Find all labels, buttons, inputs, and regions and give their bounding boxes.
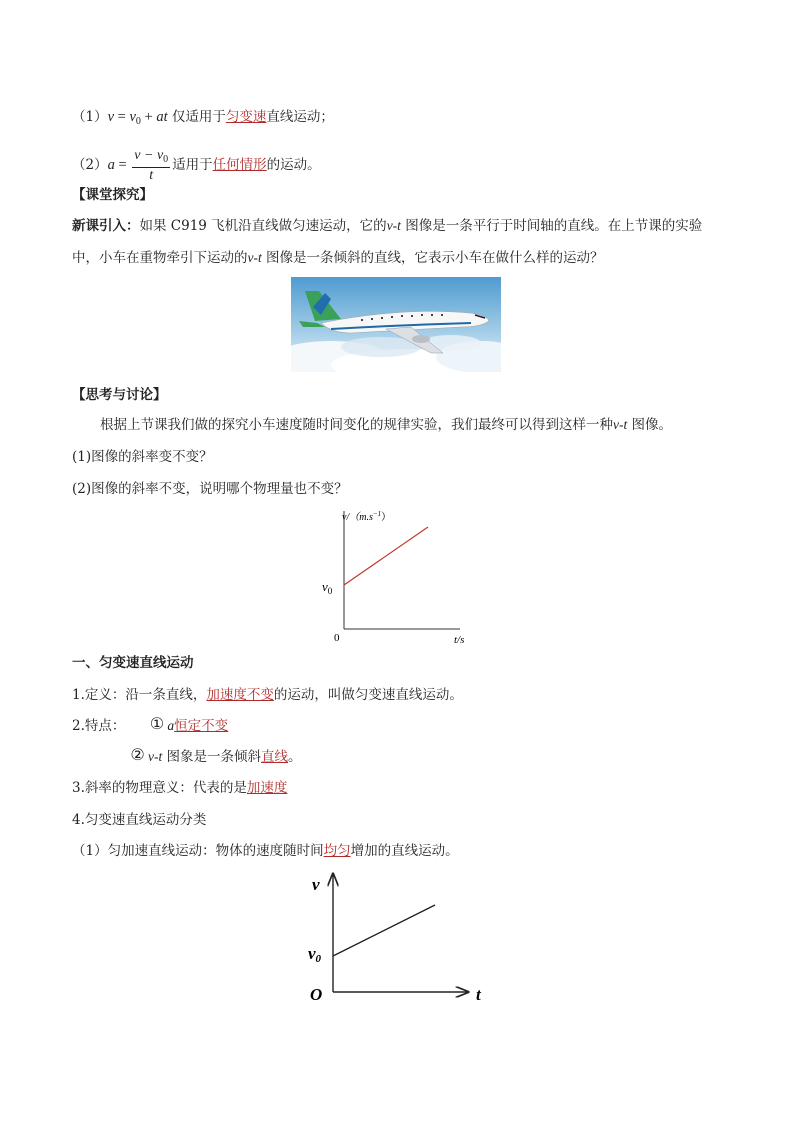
highlight-any-case: 任何情形 — [212, 157, 267, 173]
slope-meaning: 3.斜率的物理意义：代表的是加速度 — [72, 780, 288, 796]
discuss-paragraph: 根据上节课我们做的探究小车速度随时间变化的规律实验，我们最终可以得到这样一种v-t 图像。 — [100, 417, 673, 433]
highlight-line: 直线 — [261, 749, 289, 765]
x-axis-label: t — [476, 985, 481, 1004]
v0-label: v0 — [308, 944, 322, 965]
vt-graph-2 — [300, 868, 500, 1008]
origin-label: 0 — [334, 632, 340, 644]
heading-discuss: 【思考与讨论】 — [72, 387, 167, 403]
highlight-acceleration: 加速度 — [246, 780, 288, 796]
highlight-constant: 恒定不变 — [174, 718, 229, 734]
y-axis-label: $v/(m.s^{-1})$ — [342, 510, 392, 523]
velocity-line — [344, 527, 428, 585]
y-axis-label: v — [312, 875, 320, 894]
x-axis-label: t/s — [454, 634, 465, 646]
heading-uniform-motion: 一、匀变速直线运动 — [72, 655, 194, 671]
intro-line-2: 中，小车在重物牵引下运动的v-t 图像是一条倾斜的直线，它表示小车在做什么样的运动？ — [72, 250, 604, 266]
formula-note-2: （2）a = $\frac{v - v_0}{t}$ 适用于任何情形的运动。 — [72, 148, 321, 183]
origin-label: O — [310, 985, 323, 1004]
v0-label: $v_0$ — [322, 579, 333, 596]
question-2: (2)图像的斜率不变，说明哪个物理量也不变？ — [72, 481, 348, 497]
definition: 1.定义：沿一条直线，加速度不变的运动，叫做匀变速直线运动。 — [72, 687, 463, 703]
c919-airplane-photo — [291, 277, 501, 372]
fraction: $\frac{v - v_0}{t}$ — [134, 148, 169, 183]
intro-line-1: 新课引入：如果 C919 飞机沿直线做匀速运动，它的v-t 图像是一条平行于时间轴的直线。在上节课的实验 — [72, 218, 703, 234]
uniform-acceleration: （1）匀加速直线运动：物体的速度随时间均匀增加的直线运动。 — [72, 843, 459, 859]
feature-1: 2.特点： ① a恒定不变 — [72, 714, 229, 734]
velocity-line — [333, 905, 435, 956]
question-1: (1)图像的斜率变不变？ — [72, 449, 213, 465]
heading-explore: 【课堂探究】 — [72, 187, 153, 203]
highlight-uniform: 匀变速 — [225, 109, 267, 125]
highlight-evenly: 均匀 — [323, 843, 351, 859]
formula-note-1: $(1)v = v_0$ + at 仅适用于匀变速直线运动； — [72, 109, 334, 127]
classification: 4.匀变速直线运动分类 — [72, 812, 207, 828]
feature-2: ② v-t 图象是一条倾斜直线。 — [130, 745, 302, 765]
highlight-acc-constant: 加速度不变 — [206, 687, 274, 703]
vt-graph-1 — [310, 505, 490, 650]
